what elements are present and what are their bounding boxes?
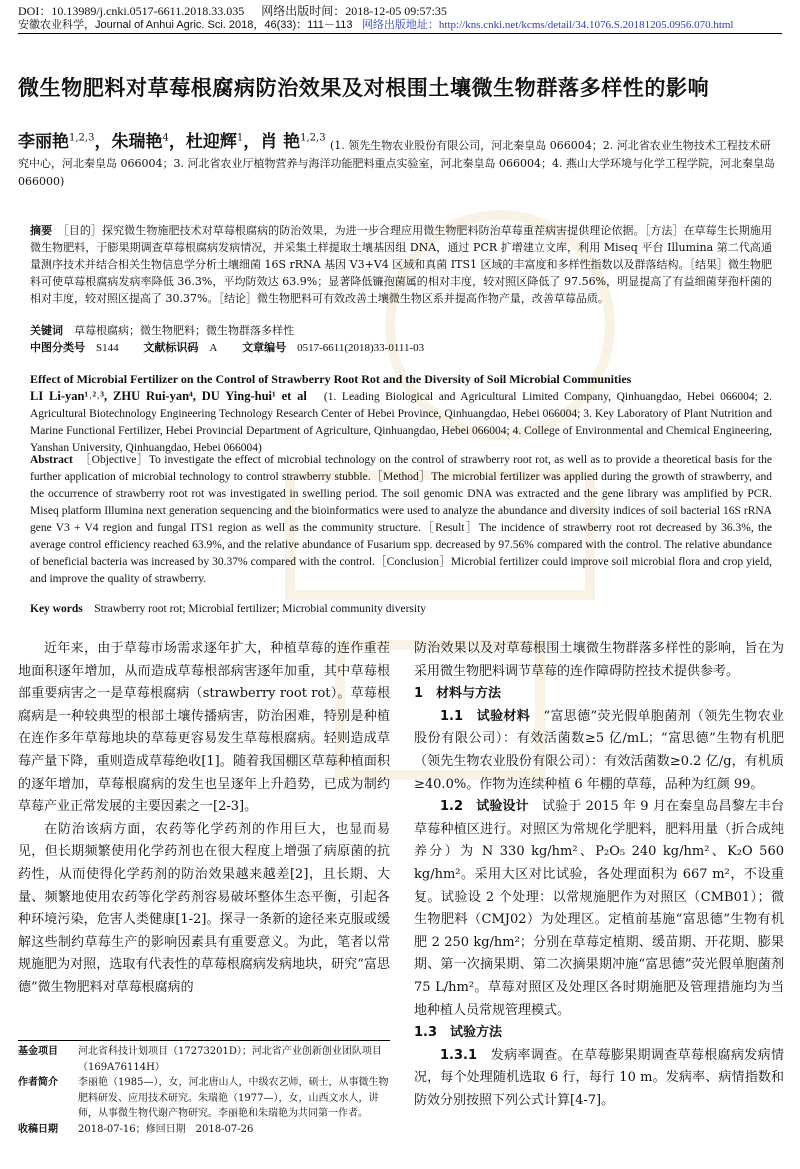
- article-no-value: 0517-6611(2018)33-0111-03: [297, 342, 425, 354]
- online-pub-time: 网络出版时间：2018-12-05 09:57:35: [261, 4, 447, 18]
- footnote-text: 李丽艳（1985—），女，河北唐山人，中级农艺师，硕士，从事微生物肥料研发、应用技术研究。朱瑞艳（1977—），女，山西文水人，讲师，从事微生物代谢产物研究。李丽艳和朱瑞艳为共同第一作者。: [78, 1077, 389, 1119]
- footnote-funding: [18, 1044, 390, 1075]
- author-affil-sup: 1,2,3: [300, 132, 326, 144]
- doc-code-value: A: [209, 342, 218, 354]
- author-name: 杜迎辉: [185, 132, 237, 152]
- paper-title: 微生物肥料对草莓根腐病防治效果及对根围土壤微生物群落多样性的影响: [18, 76, 710, 100]
- subsection-heading-1-3: 1.3 试验方法: [414, 1025, 503, 1041]
- subsection-1-2: [414, 796, 784, 1022]
- body-paragraph: 防治效果以及对草莓根围土壤微生物群落多样性的影响，旨在为采用微生物肥料调节草莓的连作障碍防控技术提供参考。: [414, 641, 784, 679]
- subsection-heading: 1.1 试验材料: [440, 708, 531, 724]
- subsection-text: “富思德”荧光假单胞菌剂（领先生物农业股份有限公司）：有效活菌数≥5 亿/mL；“富思德”生物有机肥（领先生物农业股份有限公司）：有效活菌数≥0.2 亿/g，有机质≥40.0%。作物为连续种植 6 年棚的草莓，品种为红颜 99。: [414, 708, 784, 792]
- english-abstract-label: Abstract: [30, 454, 73, 466]
- footnote-label: 基金项目: [18, 1046, 58, 1057]
- keywords-zh-label: 关键词: [30, 324, 63, 337]
- cls-label: 中图分类号: [30, 342, 85, 354]
- english-abstract-text: ［Objective］To investigate the effect of microbial technology on the control of strawberry root rot, as well as to provide a theoretical basis for the further application of microbial technology to control strawberry stubble.［Method］The microbial fertilizer was applied during the growth of strawberry, and the occurrence of strawberry root rot was investigated in swelling period. The soil genomic DNA was extracted and the gene library was amplified by PCR. Miseq platform Illumina next generation sequencing and the bioinformatics were used to analyze the abundance and diversity indices of soil bacterial 16S rRNA gene V3 + V4 region and fungal ITS1 region as well as the community structure.［Result］The incidence of strawberry root rot decreased by 36.3%, the average control efficiency reached 63.9%, and the relative abundance of Fusarium spp. decreased by 97.56% compared with the control. The relative abundance of beneficial bacteria was increased by 30.37% compared with the control.［Conclusion］Microbial fertilizer could improve soil microbial flora and crop yield, and improve the quality of strawberry.: [30, 454, 773, 585]
- footnote-text: 河北省科技计划项目（17273201D）；河北省产业创新创业团队项目（169A76114H）: [78, 1046, 382, 1073]
- footnote-author-bio: [18, 1075, 390, 1122]
- english-abstract: [30, 452, 772, 588]
- author-list: 李丽艳$^{1,2,3}$，朱瑞艳$^4$，杜迎辉$^1$，肖 艳$^{1,2,3}$: [18, 132, 326, 152]
- keywords-zh-text: 草莓根腐病；微生物肥料；微生物群落多样性: [74, 324, 294, 337]
- author-affil-sup: 4: [162, 132, 169, 144]
- body-paragraph: 近年来，由于草莓市场需求逐年扩大，种植草莓的连作重茬地面积逐年增加，从而造成草莓根部病害逐年加重，其中草莓根部重要病害之一是草莓根腐病（strawberry root rot）。草莓根腐病是一种较典型的根部土壤传播病害，防治困难，特别是种植在连作多年草莓地块的草莓更容易发生草莓根腐病。轻则造成草莓产量下降，重则造成草莓绝收[1]。随着我国棚区草莓种植面积的逐年增加，草莓根腐病的发生也呈逐年上升趋势，已成为制约草莓产业正常发展的主要因素之一[2-3]。: [18, 641, 390, 815]
- footnote-dates: [18, 1122, 390, 1138]
- affiliation-line-1: (1. 领先生物农业股份有限公司，河北秦皇岛 066004；2. 河北省农业生物技术工程技术研: [330, 139, 771, 152]
- abstract-zh-label: 摘要: [30, 224, 53, 237]
- header-journal-line: [18, 16, 733, 32]
- body-column-right: [414, 638, 784, 1112]
- footnote-text: 2018-07-16；修回日期 2018-07-26: [78, 1123, 254, 1135]
- author-name: 李丽艳: [18, 132, 69, 152]
- english-author-names: LI Li-yan¹˒²˒³, ZHU Rui-yan⁴, DU Ying-hui¹ et al: [30, 389, 307, 403]
- english-keywords: [30, 600, 426, 616]
- subsection-1-1: [414, 706, 784, 796]
- author-affil-sup: 1,2,3: [69, 132, 95, 144]
- subsection-text: 发病率调查。在草莓膨果期调查草莓根腐病发病情况，每个处理随机选取 6 行，每行 10 m。发病率、病情指数和防效分别按照下列公式计算[4-7]。: [414, 1047, 784, 1108]
- subsection-heading: 1.2 试验设计: [440, 799, 529, 815]
- footnotes: [18, 1044, 390, 1137]
- english-keywords-text: Strawberry root rot; Microbial fertilizer; Microbial community diversity: [94, 603, 427, 615]
- author-name: 朱瑞艳: [111, 132, 163, 152]
- header-rule: [18, 33, 782, 34]
- subsection-text: 试验于 2015 年 9 月在秦皇岛昌黎左丰台草莓种植区进行。对照区为常规化学肥料，肥料用量（折合成纯养分）为 N 330 kg/hm²、P₂O₅ 240 kg/hm²、K₂O 560 kg/hm²。采用大区对比试验，各处理面积为 667 m²，不设重复。试验设 2 个处理：以常规施肥作为对照区（CMB01）；微生物肥料（CMJ02）为处理区。定植前基施“富思德”生物有机肥 2 250 kg/hm²；分别在草莓定植期、缓苗期、开花期、膨果期、第一次摘果期、第二次摘果期冲施“富思德”荧光假单胞菌剂 75 L/hm²。草莓对照区及处理区各时期施肥及管理措施均为当地种植人员常规管理模式。: [414, 799, 784, 1018]
- body-column-left: [18, 638, 390, 1000]
- keywords-zh: [30, 322, 294, 338]
- subsection-1-3-1: [414, 1045, 784, 1113]
- subsection-heading: 1.3.1: [440, 1047, 478, 1063]
- doc-code-label: 文献标识码: [143, 342, 199, 354]
- cls-value: S144: [96, 342, 119, 354]
- abstract-zh-text: ［目的］探究微生物施肥技术对草莓根腐病的防治效果，为进一步合理应用微生物肥料防治草莓重茬病害提供理论依据。［方法］在草莓生长期施用微生物肥料，于膨果期调查草莓根腐病发病情况，并采集土样提取土壤基因组 DNA，通过 PCR 扩增建立文库，利用 Miseq 平台 Illumina 第二代高通量测序技术并结合相关生物信息学分析土壤细菌 16S rRNA 基因 V3+V4 区域和真菌 ITS1 区域的丰富度和多样性指数以及群落结构。［结果］微生物肥料可使草莓根腐病发病率降低 36.3%，平均防效达 63.9%；显著降低镰孢菌属的相对丰度，较对照区降低了 97.56%，明显提高了有益细菌芽孢杆菌的相对丰度，较对照区提高了 30.37%。［结论］微生物肥料可有效改善土壤微生物区系并提高作物产量，改善草莓品质。: [30, 224, 773, 305]
- body-paragraph: 在防治该病方面，农药等化学药剂的作用巨大，也显而易见，但长期频繁使用化学药剂也在很大程度上增强了病原菌的抗药性，从而使得化学药剂的防治效果越来越差[2]，且长期、大量、频繁地使用农药等化学药剂容易破坏整体生态平衡，引起各种环境污染，危害人类健康[1-2]。探寻一条新的途径来克服或缓解这些制约草莓生产的影响因素具有重要意义。为此，笔者以常规施肥为对照，选取有代表性的草莓根腐病发病地块，研究“富思德”微生物肥料对草莓根腐病的: [18, 821, 390, 995]
- affiliation-rest: 究中心，河北秦皇岛 066004；3. 河北省农业厅植物营养与海洋功能肥料重点实验室，河北秦皇岛 066004；4. 燕山大学环境与化学工程学院，河北秦皇岛 066000): [18, 157, 775, 188]
- journal-citation: 安徽农业科学，Journal of Anhui Agric. Sci. 2018，46(33)：111－113: [18, 19, 353, 31]
- doi: DOI：10.13989/j.cnki.0517-6611.2018.33.035: [18, 4, 245, 18]
- classification-line: [30, 339, 424, 355]
- article-no-label: 文章编号: [242, 342, 287, 354]
- abstract-zh: [30, 222, 772, 307]
- footnote-label: 收稿日期: [18, 1123, 58, 1135]
- author-affil-sup: 1: [236, 132, 244, 144]
- english-keywords-label: Key words: [30, 603, 83, 615]
- english-title: Effect of Microbial Fertilizer on the Control of Strawberry Root Rot and the Diversity of Soil Microbial Communities: [30, 372, 632, 386]
- footnote-rule: [18, 1040, 390, 1041]
- author-name: 肖 艳: [260, 132, 301, 152]
- footnote-label: 作者简介: [18, 1077, 58, 1088]
- english-affiliations: (1. Leading Biological and Agricultural Limited Company, Qinhuangdao, Hebei 066004; 2. Agricultural Biotechnology Engineering Technology Research Center of Hebei Province, Qinhuangdao, Hebei 066004; 3. Key Laboratory of Plant Nutrition and Marine Functional Fertilizer, Hebei Provincial Department of Agriculture, Qinhuangdao, Hebei 066004; 4. College of Environmental and Chemical Engineering, Yanshan University, Qinhuangdao, Hebei 066004): [30, 391, 772, 454]
- online-url-link[interactable]: 网络出版地址：http://kns.cnki.net/kcms/detail/34.1076.S.20181205.0956.070.html: [361, 19, 734, 31]
- section-heading: 1 材料与方法: [414, 686, 502, 702]
- english-authors: [30, 388, 772, 457]
